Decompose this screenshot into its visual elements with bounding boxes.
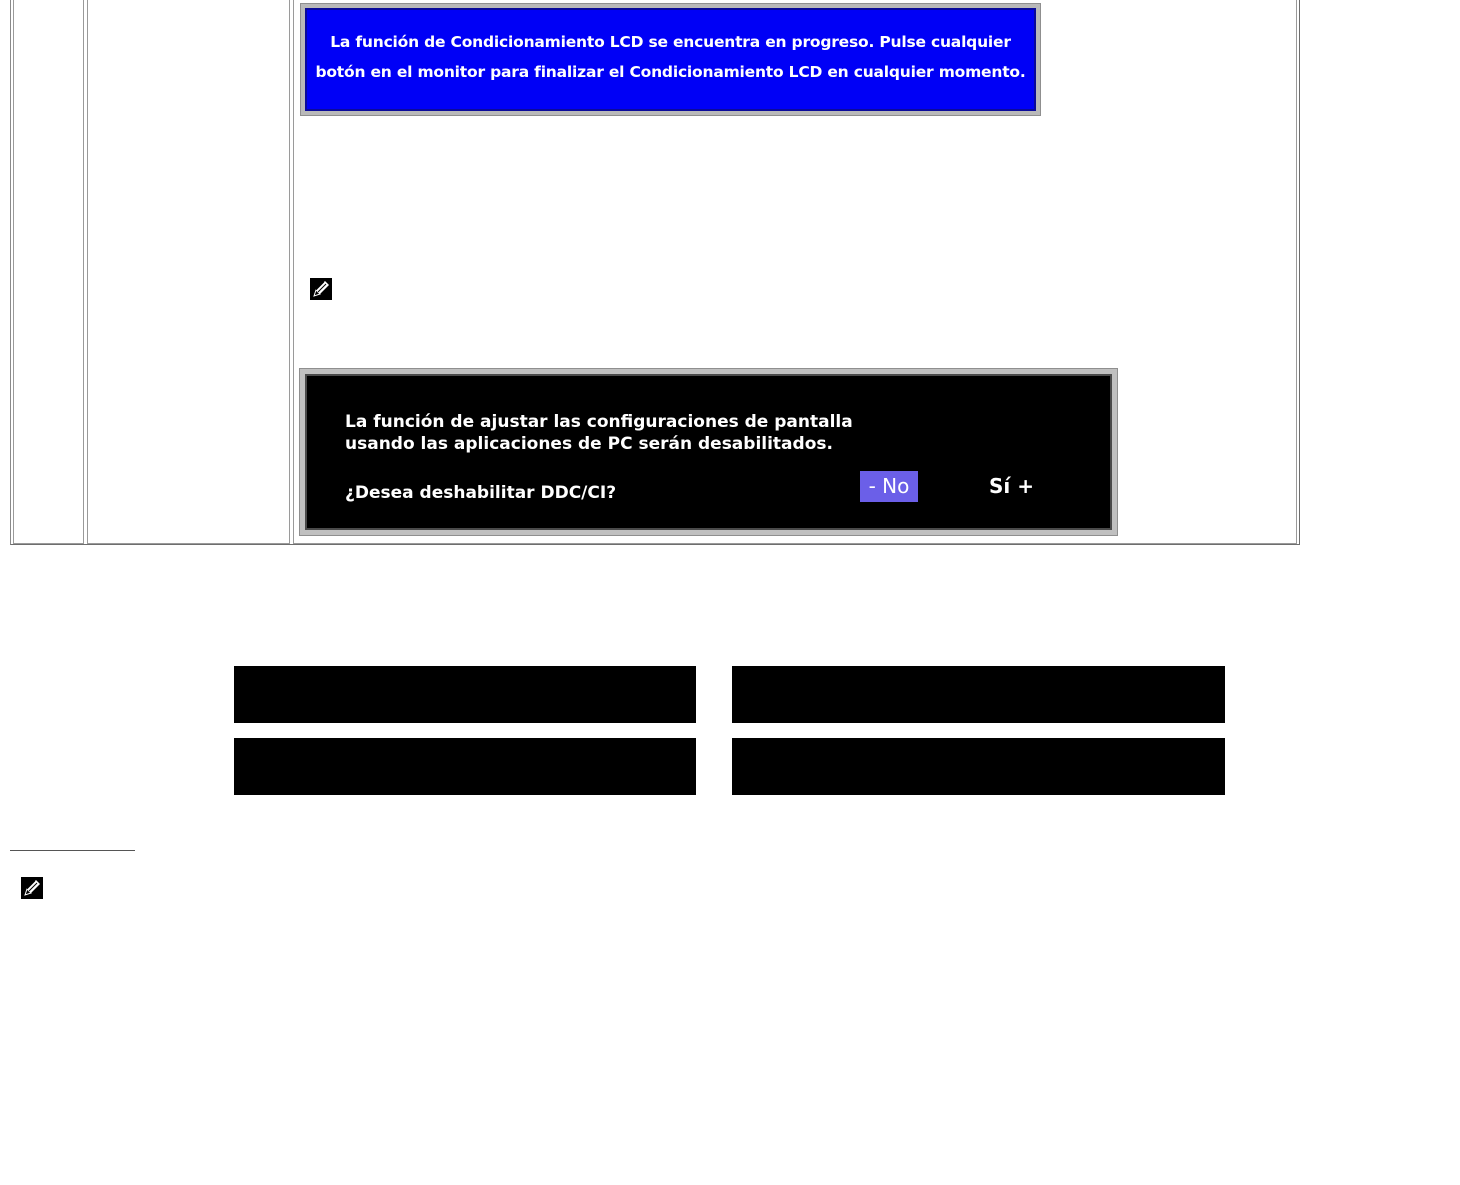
footnote-divider (10, 850, 135, 851)
lcd-conditioning-osd-line-1: La función de Condicionamiento LCD se encuentra en progreso. Pulse cualquier (330, 33, 1011, 51)
note-pencil-icon (21, 877, 43, 899)
ddc-ci-osd-dialog (305, 374, 1112, 530)
table-cell-icon-column (13, 0, 84, 544)
yes-button[interactable]: Sí + (989, 474, 1034, 498)
nav-bar-bottom-left[interactable] (234, 738, 696, 795)
ddc-ci-question: ¿Desea deshabilitar DDC/CI? (345, 483, 617, 503)
nav-bar-top-left[interactable] (234, 666, 696, 723)
note-pencil-icon (310, 278, 332, 300)
ddc-ci-message-line-1: La función de ajustar las configuraciones de pantalla (345, 412, 853, 432)
ddc-ci-message-line-2: usando las aplicaciones de PC serán desabilitados. (345, 434, 833, 454)
nav-bar-top-right[interactable] (732, 666, 1225, 723)
ddc-ci-osd-image (299, 368, 1118, 536)
table-cell-label-column (87, 0, 290, 544)
lcd-conditioning-osd-line-2: botón en el monitor para finalizar el Condicionamiento LCD en cualquier momento. (315, 63, 1026, 81)
no-button[interactable]: - No (860, 471, 918, 502)
nav-bar-bottom-right[interactable] (732, 738, 1225, 795)
lcd-conditioning-osd-message (305, 8, 1036, 111)
lcd-conditioning-osd-image (300, 3, 1041, 116)
